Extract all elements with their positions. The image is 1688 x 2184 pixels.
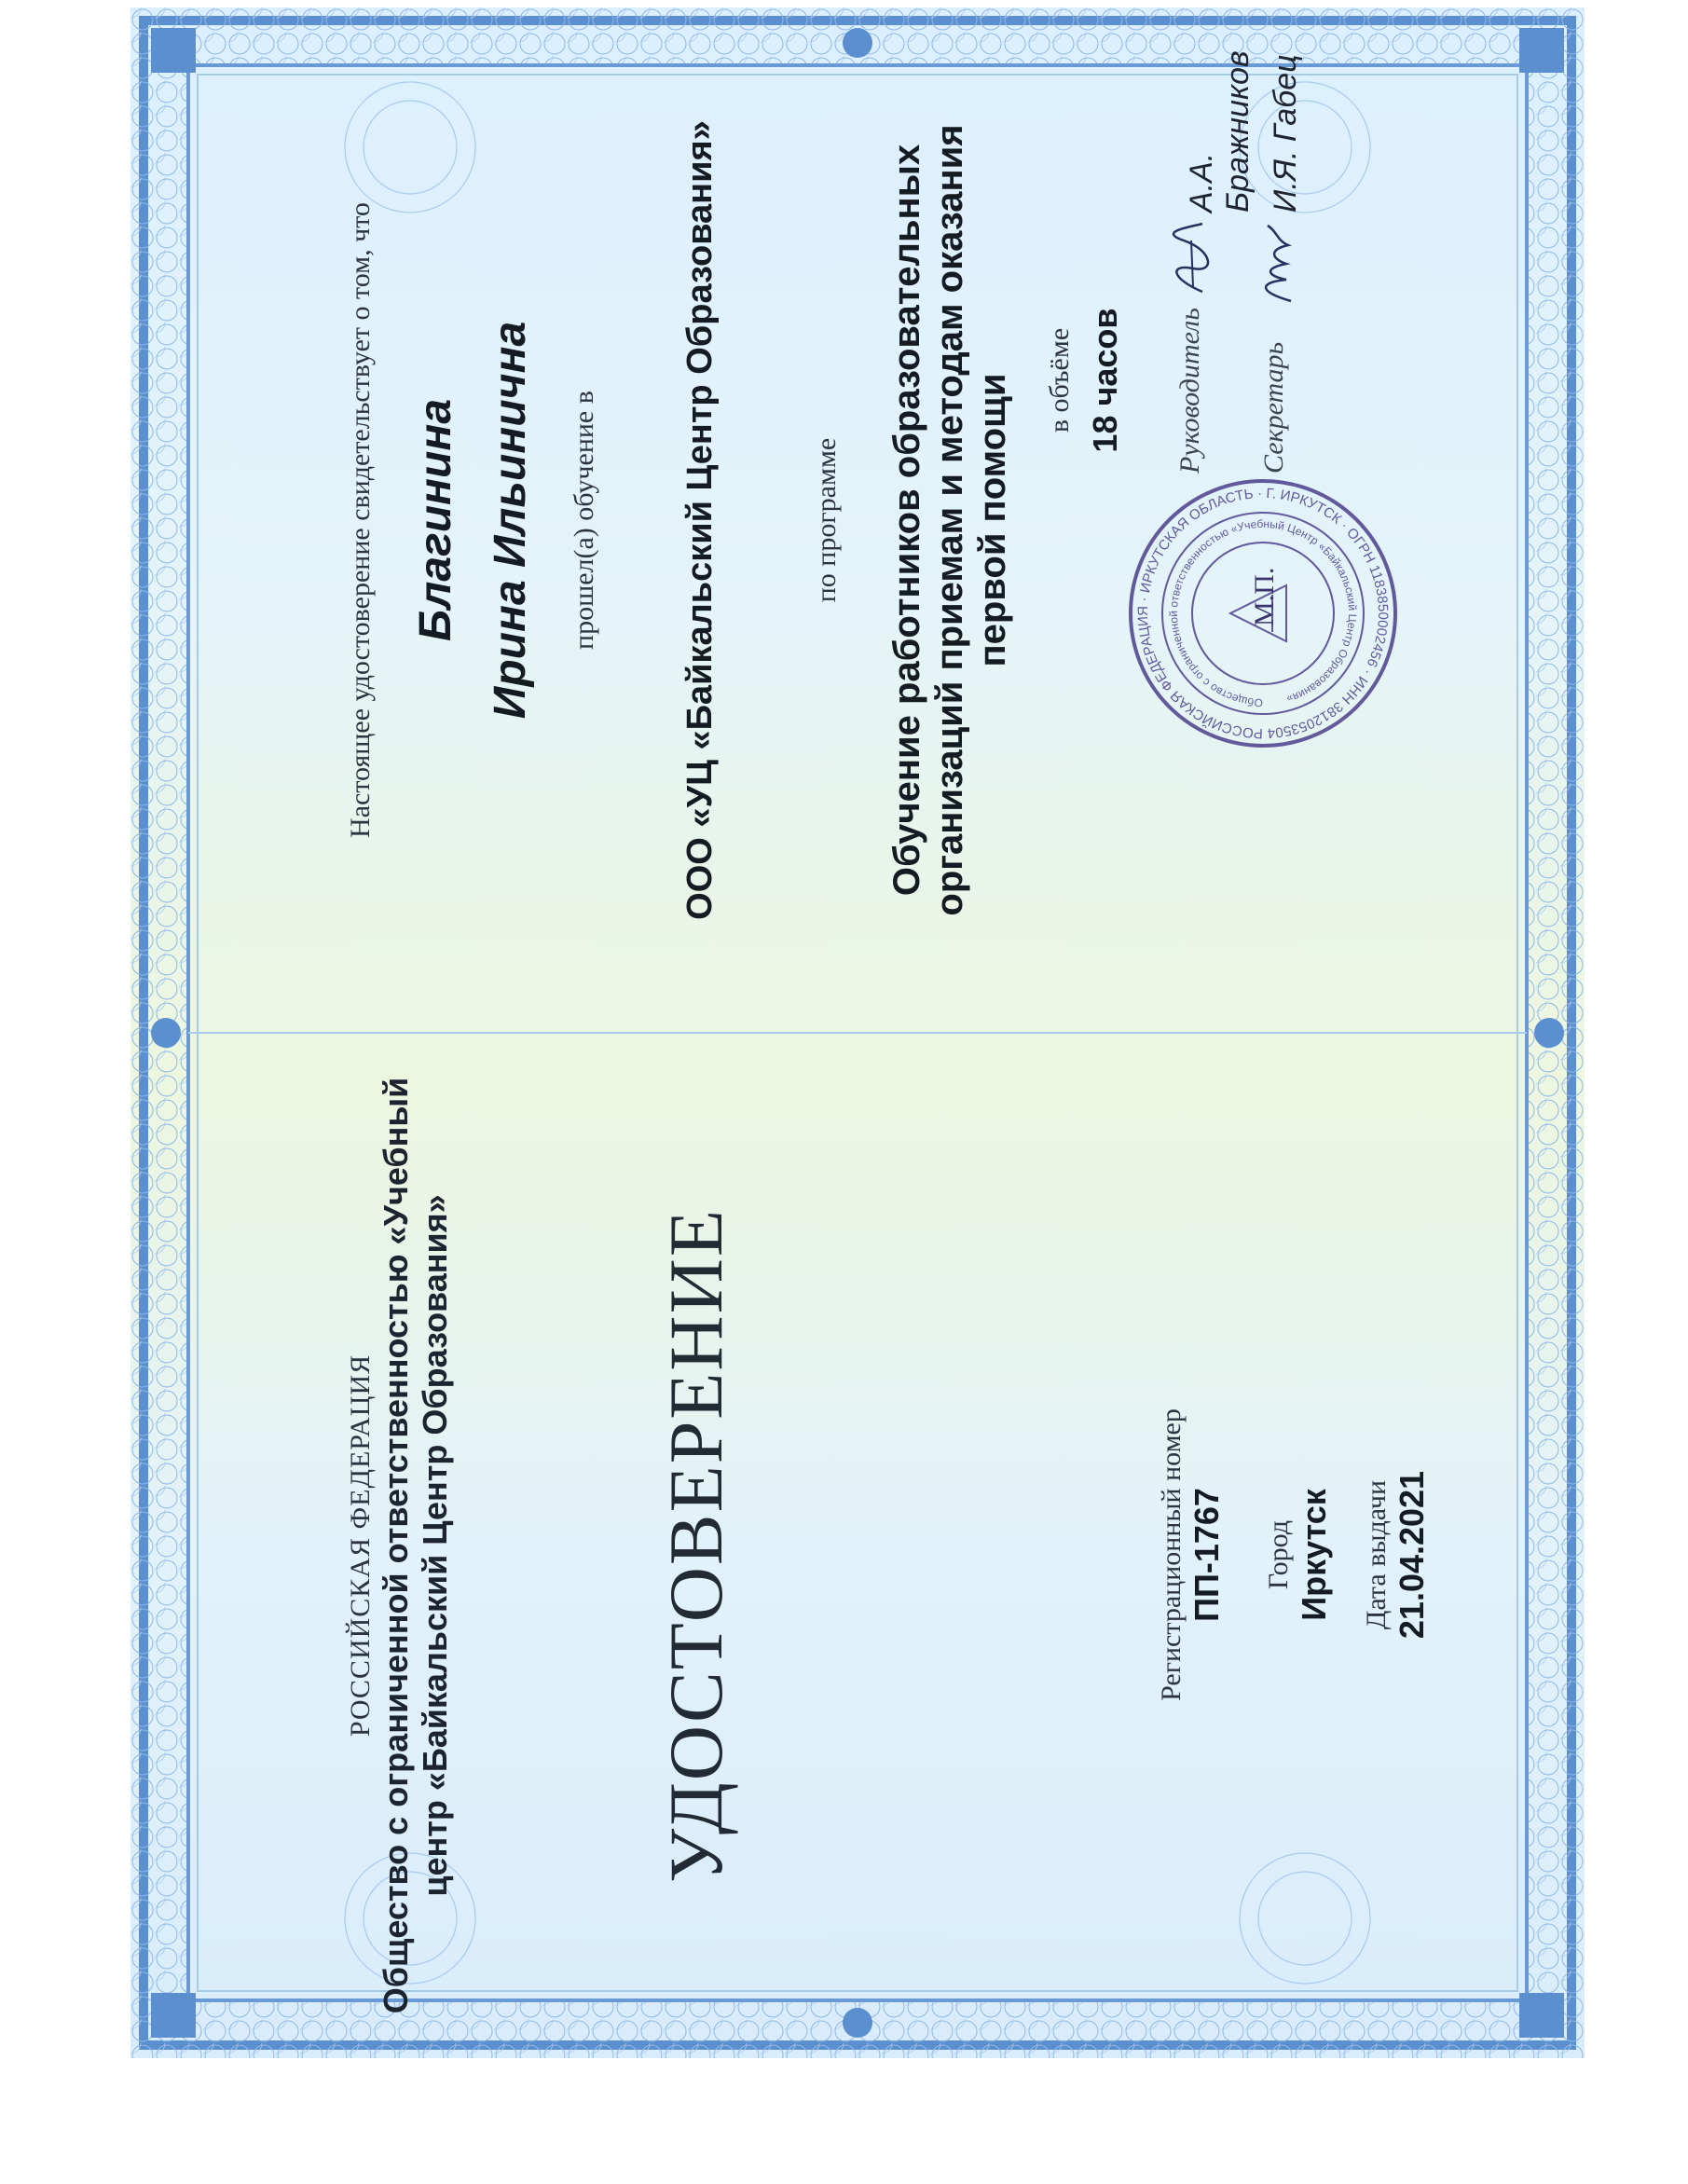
head-name: А.А. Бражников [1184,50,1256,213]
study-phrase: прошел(а) обучение в [569,391,599,650]
document-content [130,7,1585,2058]
institution-name: ООО «УЦ «Байкальский Центр Образования» [680,120,720,920]
certificate-sheet [130,7,1585,2058]
registration-number-block [1156,1387,1227,1723]
program-name-line-1: Обучение работников образовательных [886,144,927,897]
head-signature [1165,222,1221,296]
stamp-inner-text: Общество с ограниченной ответственностью «Учебный Центр «Байкальский Центр Образования» [1166,516,1360,710]
city-value: Иркутск [1295,1489,1333,1621]
issuer-header [345,1033,455,2058]
certification-intro: Настоящее удостоверение свидетельствует о том, что [345,202,376,838]
document-title: УДОСТОВЕРЕНИЕ [653,1208,738,1883]
registration-number-label: Регистрационный номер [1156,1408,1187,1701]
secretary-role: Секретарь [1258,341,1289,474]
stamp-mark: М.П. [1249,567,1280,626]
program-label: по программе [811,437,842,603]
issue-date-value: 21.04.2021 [1393,1470,1431,1640]
program-name-line-2: организаций приемам и методам оказания [929,124,970,916]
volume-label: в объёме [1044,327,1075,433]
volume-value: 18 часов [1086,308,1124,453]
issue-date-label: Дата выдачи [1361,1479,1392,1630]
issuer-name-line-1: Общество с ограниченной ответственностью «Учебный [377,1077,415,2014]
city-label: Город [1263,1519,1294,1590]
right-page [130,7,1585,1033]
head-role: Руководитель [1174,308,1205,474]
left-page [130,1033,1585,2058]
issuer-country: РОССИЙСКАЯ ФЕДЕРАЦИЯ [345,1353,376,1738]
program-name [885,7,1014,1033]
program-name-line-3: первой помощи [972,373,1013,667]
issue-date-block [1361,1387,1432,1723]
secretary-signature [1249,222,1305,306]
issuer-name-line-2: центр «Байкальский Центр Образования» [416,1194,454,1897]
holder-surname: Благинина [411,398,460,642]
registration-number-value: ПП-1767 [1187,1488,1226,1622]
city-block [1263,1387,1334,1723]
holder-given-names: Ирина Ильинична [486,321,535,720]
secretary-name: И.Я. Габец [1268,54,1303,213]
stamp-outer-text: РОССИЙСКАЯ ФЕДЕРАЦИЯ · ИРКУТСКАЯ ОБЛАСТЬ · Г. ИРКУТСК · ОГРН 1183850002456 · ИНН 3812053504 [1134,485,1392,742]
